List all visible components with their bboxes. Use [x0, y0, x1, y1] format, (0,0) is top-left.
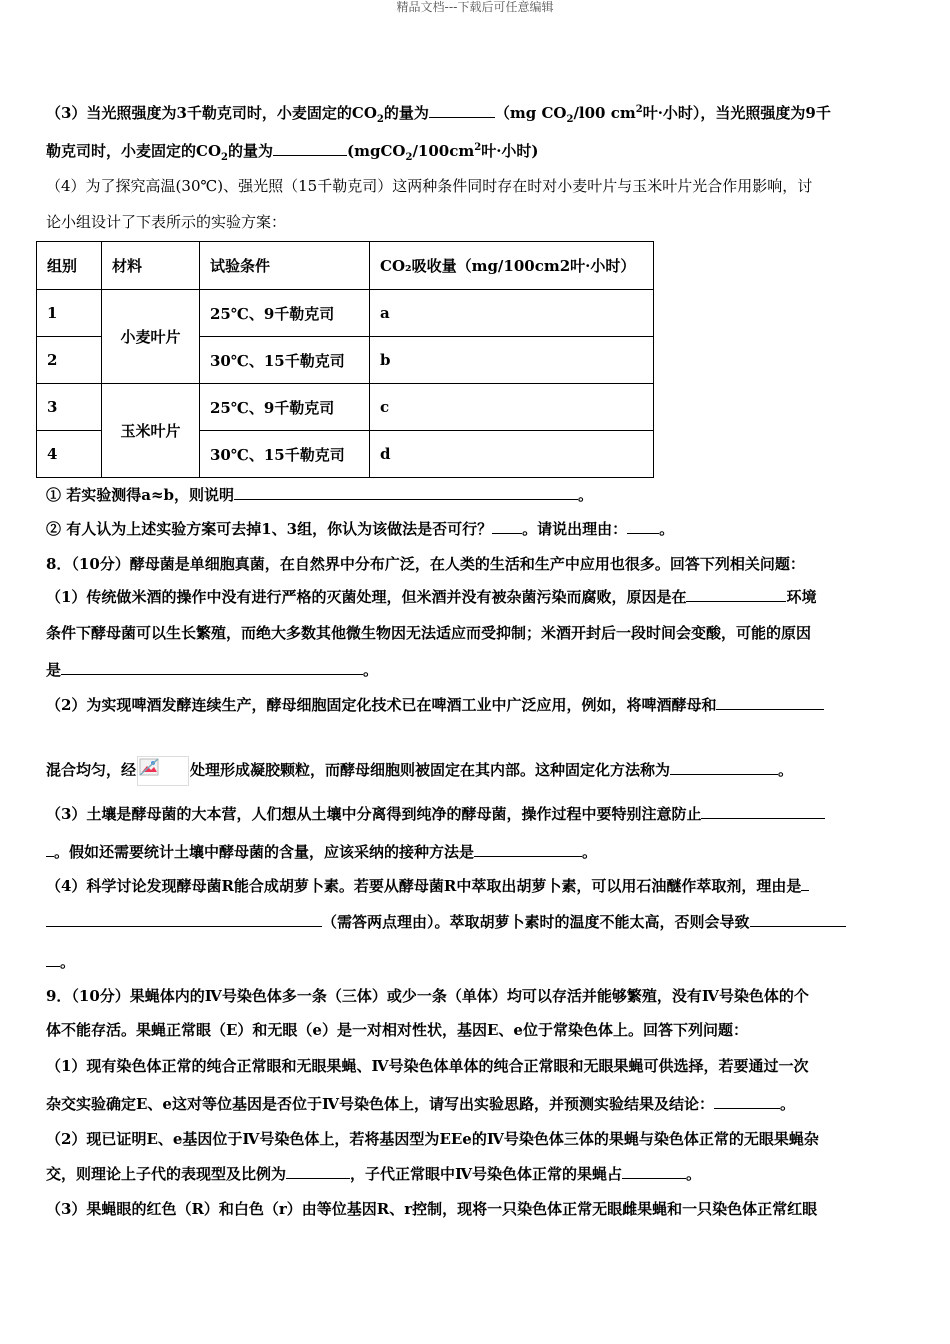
table-header-cell: 试验条件	[200, 242, 370, 290]
q9-part3-line1: （3）果蝇眼的红色（R）和白色（r）由等位基因R、r控制，现将一只染色体正常无眼雌果蝇和一只染色体正常红眼	[46, 1200, 818, 1218]
table-header-row	[37, 242, 654, 290]
table-cell-material: 小麦叶片	[102, 290, 200, 384]
table-cell-group: 1	[37, 290, 102, 337]
answer-blank[interactable]	[46, 952, 60, 967]
q7-part4-line1: （4）为了探究高温(30℃)、强光照（15千勒克司）这两种条件同时存在时对小麦叶片与玉米叶片光合作用影响，讨	[46, 177, 813, 195]
answer-blank[interactable]	[61, 660, 363, 675]
table-cell-condition: 25℃、9千勒克司	[200, 384, 370, 431]
table-row	[37, 290, 654, 337]
q9-part1-line1: （1）现有染色体正常的纯合正常眼和无眼果蝇、Ⅳ号染色体单体的纯合正常眼和无眼果蝇可供选择，若要通过一次	[46, 1057, 809, 1075]
table-row	[37, 384, 654, 431]
q9-part2-line2: 交，则理论上子代的表现型及比例为 ，子代正常眼中Ⅳ号染色体正常的果蝇占 。	[46, 1165, 702, 1183]
table-cell-group: 3	[37, 384, 102, 431]
table-cell-condition: 30℃、15千勒克司	[200, 337, 370, 384]
experiment-table	[36, 241, 654, 478]
q8-part2-line1: （2）为实现啤酒发酵连续生产，酵母细胞固定化技术已在啤酒工业中广泛应用，例如，将啤酒酵母和	[46, 695, 824, 715]
answer-blank[interactable]	[622, 1164, 686, 1179]
table-cell-condition: 30℃、15千勒克司	[200, 431, 370, 478]
table-cell-group: 2	[37, 337, 102, 384]
table-cell-value: d	[370, 431, 654, 478]
answer-blank[interactable]	[714, 1094, 780, 1109]
q7-part4-line2: 论小组设计了下表所示的实验方案：	[46, 213, 287, 231]
table-cell-value: b	[370, 337, 654, 384]
answer-blank[interactable]	[492, 519, 522, 534]
table-header-cell: CO₂吸收量（mg/100cm2叶·小时）	[370, 242, 654, 290]
answer-blank[interactable]	[716, 695, 824, 710]
answer-blank[interactable]	[46, 842, 54, 857]
table-header-cell: 材料	[102, 242, 200, 290]
q7-part3-line2: 勒克司时，小麦固定的$CO_2$的量为 ($mgCO_2/100cm^2$叶·小时)	[46, 142, 539, 163]
q8-part1-line2: 条件下酵母菌可以生长繁殖，而绝大多数其他微生物因无法适应而受抑制；米酒开封后一段时间会变酸，可能的原因	[46, 624, 812, 642]
table-header-cell: 组别	[37, 242, 102, 290]
q9-title-line1: 9．（10分）果蝇体内的Ⅳ号染色体多一条（三体）或少一条（单体）均可以存活并能够繁殖，没有Ⅳ号染色体的个	[46, 987, 809, 1005]
q9-part1-line2: 杂交实验确定E、e这对等位基因是否位于Ⅳ号染色体上，请写出实验思路，并预测实验结果及结论： 。	[46, 1095, 796, 1113]
q8-part1-line1: （1）传统做米酒的操作中没有进行严格的灭菌处理，但米酒并没有被杂菌污染而腐败，原因是在 环境	[46, 588, 817, 606]
answer-blank[interactable]	[701, 804, 825, 819]
answer-blank[interactable]	[670, 760, 778, 775]
answer-blank[interactable]	[474, 842, 582, 857]
broken-image-icon	[137, 756, 189, 786]
q8-part2-line2: 混合均匀，经 处理形成凝胶颗粒，而酵母细胞则被固定在其内部。这种固定化方法称为 。	[46, 756, 793, 786]
q8-part4-line2: （需答两点理由）。萃取胡萝卜素时的温度不能太高，否则会导致	[46, 912, 846, 932]
answer-blank[interactable]	[627, 519, 659, 534]
q8-part4-line1: （4）科学讨论发现酵母菌R能合成胡萝卜素。若要从酵母菌R中萃取出胡萝卜素，可以用石油醚作萃取剂，理由是	[46, 876, 809, 896]
q8-part1-line3: 是 。	[46, 661, 379, 679]
answer-blank[interactable]	[286, 1164, 350, 1179]
q8-title: 8．（10分）酵母菌是单细胞真菌，在自然界中分布广泛，在人类的生活和生产中应用也很多。回答下列相关问题：	[46, 555, 805, 573]
answer-blank[interactable]	[234, 485, 578, 500]
q9-title-line2: 体不能存活。果蝇正常眼（E）和无眼（e）是一对相对性状，基因E、e位于常染色体上。回答下列问题：	[46, 1021, 748, 1039]
answer-blank[interactable]	[46, 912, 322, 927]
q7-part3-line1: （3）当光照强度为3千勒克司时，小麦固定的$CO_2$的量为 （mg $CO_2/l00$ $cm^2$叶·小时），当光照强度为9千	[46, 104, 831, 125]
table-cell-condition: 25℃、9千勒克司	[200, 290, 370, 337]
answer-blank[interactable]	[273, 141, 347, 156]
q7-sub2: ② 有人认为上述实验方案可去掉1、3组，你认为该做法是否可行？ 。请说出理由： 。	[46, 520, 675, 538]
answer-blank[interactable]	[801, 876, 809, 891]
page-header: 精品文档---下载后可任意编辑	[396, 0, 554, 14]
q9-part2-line1: （2）现已证明E、e基因位于Ⅳ号染色体上，若将基因型为EEe的Ⅳ号染色体三体的果蝇与染色体正常的无眼果蝇杂	[46, 1130, 819, 1148]
answer-blank[interactable]	[750, 912, 846, 927]
answer-blank[interactable]	[686, 587, 786, 602]
q8-part4-line3: 。	[46, 952, 75, 972]
q8-part3-line2: 。假如还需要统计土壤中酵母菌的含量，应该采纳的接种方法是 。	[46, 842, 597, 862]
table-cell-value: a	[370, 290, 654, 337]
q8-part3-line1: （3）土壤是酵母菌的大本营，人们想从土壤中分离得到纯净的酵母菌，操作过程中要特别注意防止	[46, 804, 825, 824]
q7-sub1: ① 若实验测得a≈b，则说明 。	[46, 486, 594, 504]
table-cell-group: 4	[37, 431, 102, 478]
table-cell-material: 玉米叶片	[102, 384, 200, 478]
answer-blank[interactable]	[429, 103, 495, 118]
table-cell-value: c	[370, 384, 654, 431]
